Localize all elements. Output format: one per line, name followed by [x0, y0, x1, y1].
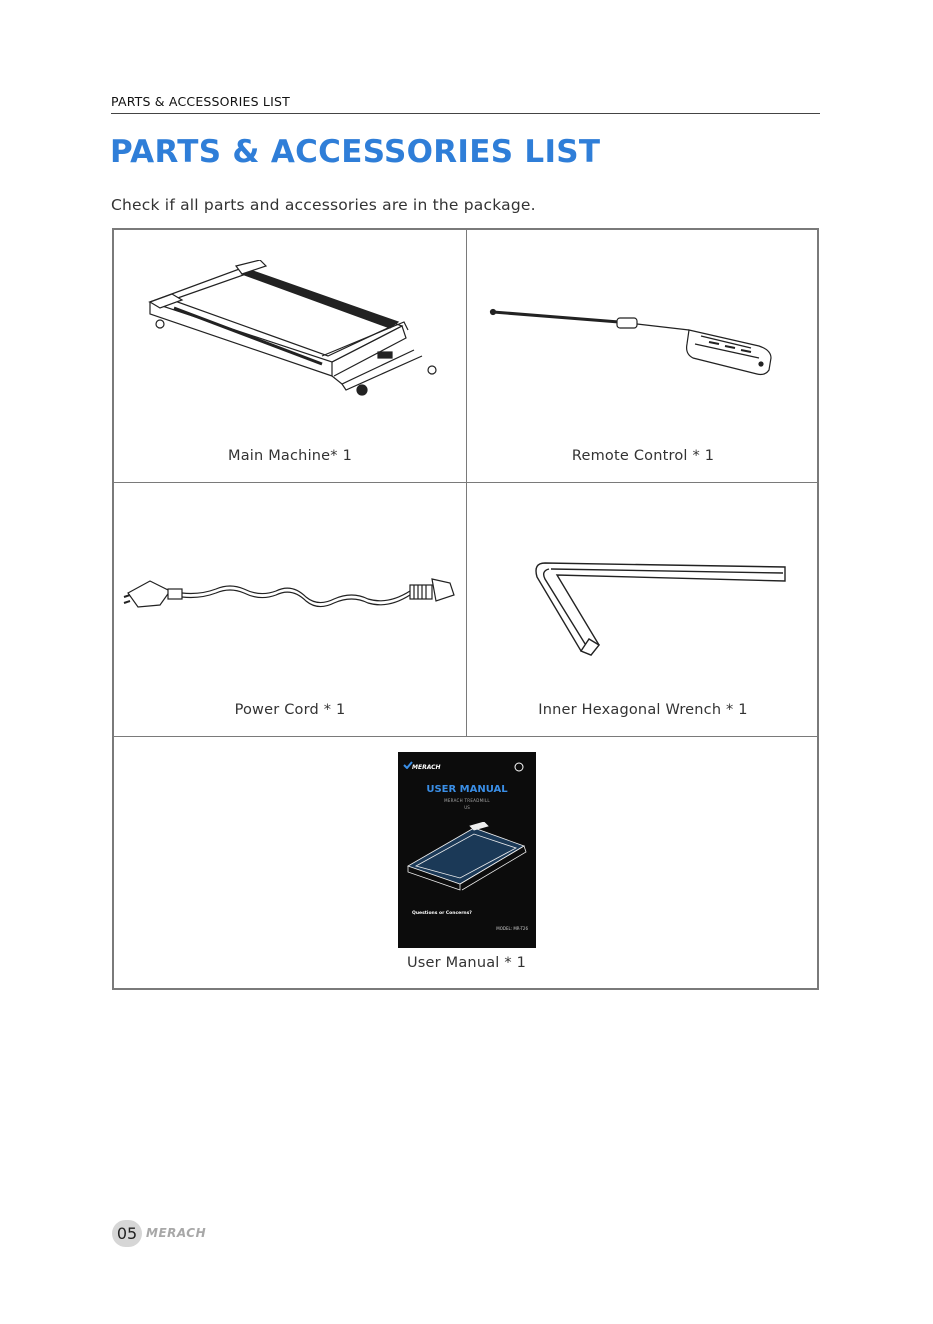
treadmill-icon	[142, 260, 442, 410]
parts-grid	[112, 228, 819, 990]
footer-brand-logo: MERACH	[146, 1226, 207, 1240]
badge-icon	[514, 762, 524, 772]
part-label-hex-wrench: Inner Hexagonal Wrench * 1	[538, 702, 748, 718]
power-cord-icon	[120, 561, 460, 621]
part-cell-hex-wrench	[467, 483, 819, 737]
hex-wrench-icon	[527, 559, 797, 659]
part-cell-remote-control	[467, 230, 819, 483]
part-cell-user-manual	[114, 737, 819, 990]
user-manual-icon	[398, 752, 536, 948]
manual-questions: Questions or Concerns?	[412, 911, 472, 916]
manual-model: MODEL: MR-T26	[496, 926, 528, 931]
manual-subtitle: MERACH TREADMILL	[444, 798, 490, 803]
page-number: 05	[112, 1220, 142, 1247]
part-label-user-manual: User Manual * 1	[406, 955, 527, 971]
page-title: PARTS & ACCESSORIES LIST	[110, 134, 601, 170]
part-cell-power-cord	[114, 483, 467, 737]
remote-control-icon	[489, 304, 799, 384]
part-label-remote-control: Remote Control * 1	[571, 448, 715, 464]
manual-title: USER MANUAL	[426, 784, 508, 795]
manual-brand: MERACH	[412, 764, 441, 771]
header-section-label: PARTS & ACCESSORIES LIST	[111, 94, 290, 109]
header-divider	[111, 113, 820, 114]
manual-language: US	[464, 805, 470, 810]
manual-treadmill-icon	[404, 822, 530, 892]
part-label-main-machine: Main Machine* 1	[227, 448, 352, 464]
part-cell-main-machine	[114, 230, 467, 483]
part-label-power-cord: Power Cord * 1	[234, 702, 346, 718]
intro-text: Check if all parts and accessories are in the package.	[111, 196, 536, 214]
